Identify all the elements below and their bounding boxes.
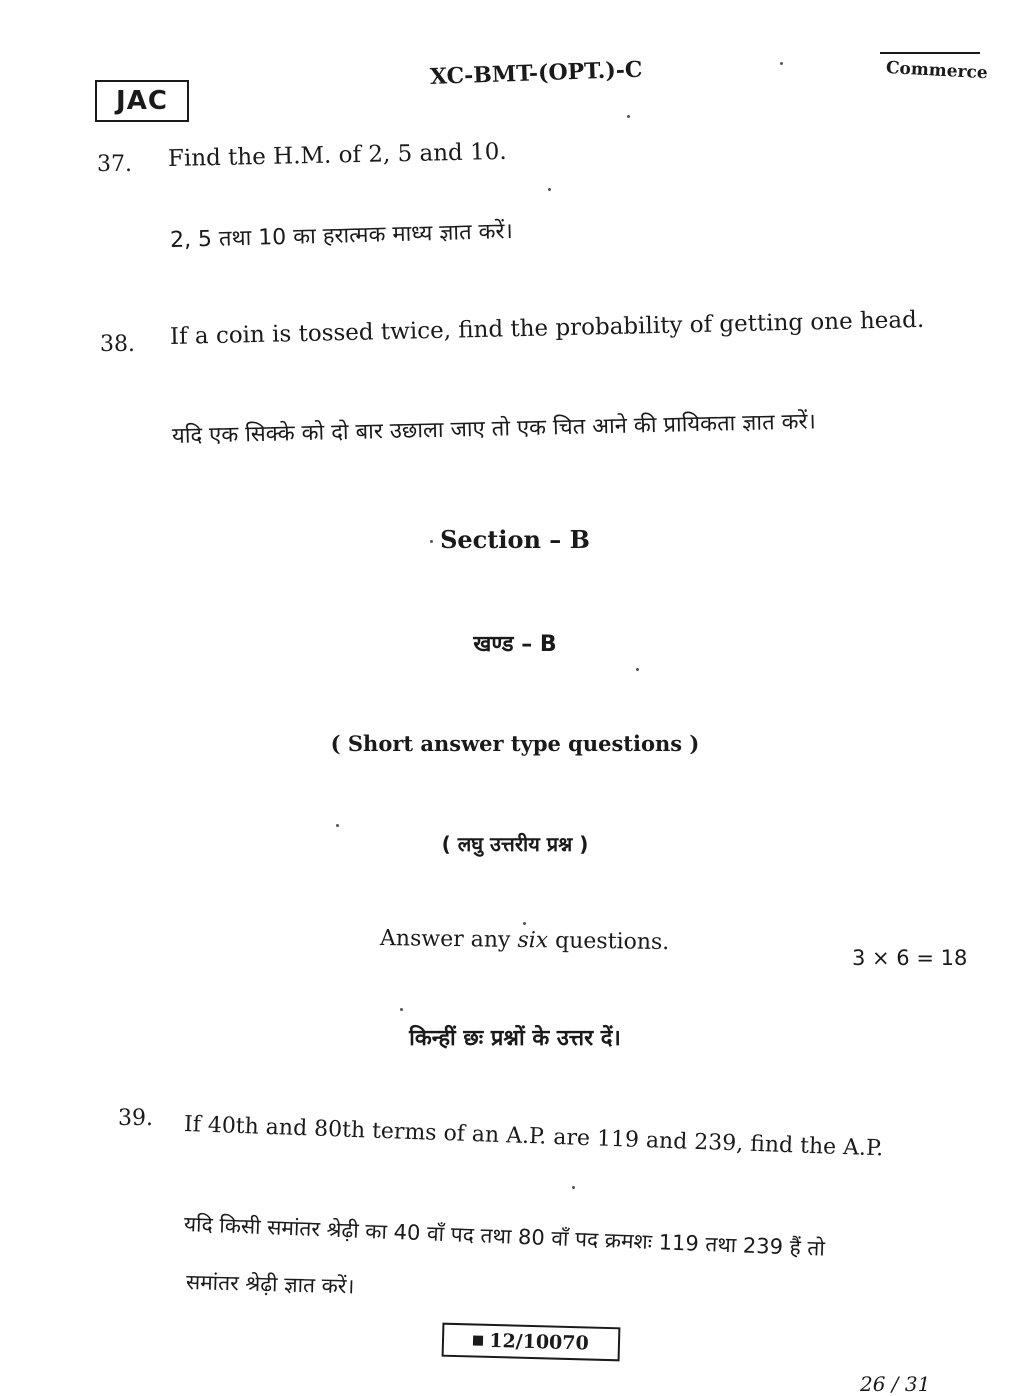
stream-label: Commerce xyxy=(885,58,989,84)
paper-serial: 12/10070 xyxy=(488,1329,590,1355)
question-number: 38. xyxy=(100,332,135,357)
question-text-hi: यदि एक सिक्के को दो बार उछाला जाए तो एक चित आने की प्रायिकता ज्ञात करें। xyxy=(171,409,817,449)
marks-scheme: 3 × 6 = 18 xyxy=(852,946,968,970)
question-number: 39. xyxy=(118,1106,153,1131)
scan-speck xyxy=(523,922,526,925)
scan-speck xyxy=(780,62,783,65)
question-text-hi: 2, 5 तथा 10 का हरात्मक माध्य ज्ञात करें। xyxy=(169,219,514,253)
scan-speck xyxy=(548,188,551,191)
instruction-emphasis: six xyxy=(517,927,549,954)
scan-speck xyxy=(636,668,639,671)
scan-speck xyxy=(336,824,339,827)
question-text-en: If 40th and 80th terms of an A.P. are 119 and 239, find the A.P. xyxy=(183,1112,884,1162)
question-text-hi: यदि किसी समांतर श्रेढ़ी का 40 वाँ पद तथा 80 वाँ पद क्रमशः 119 तथा 239 हैं तो xyxy=(183,1212,826,1261)
instruction-post: questions. xyxy=(547,928,670,956)
scan-speck xyxy=(430,540,433,543)
scan-speck xyxy=(627,115,630,118)
scan-speck xyxy=(400,1008,403,1011)
paper-code: XC-BMT-(OPT.)-C xyxy=(429,56,643,90)
page-number: 26 / 31 xyxy=(860,1372,931,1396)
question-text-hi-cont: समांतर श्रेढ़ी ज्ञात करें। xyxy=(185,1270,355,1299)
board-label: JAC xyxy=(95,80,189,122)
square-bullet-icon xyxy=(473,1335,483,1345)
scan-speck xyxy=(572,1186,575,1189)
section-type: ( Short answer type questions ) xyxy=(330,731,700,756)
question-number: 37. xyxy=(97,152,132,177)
section-title-hi: खण्ड – B xyxy=(473,632,557,657)
question-text-en: If a coin is tossed twice, find the probability of getting one head. xyxy=(169,306,925,350)
section-title: Section – B xyxy=(440,525,590,554)
stream-rule xyxy=(880,52,980,54)
paper-serial-box xyxy=(442,1323,621,1362)
question-text-en: Find the H.M. of 2, 5 and 10. xyxy=(167,138,507,172)
instruction-pre: Answer any xyxy=(379,926,518,953)
instruction-hi: किन्हीं छः प्रश्नों के उत्तर दें। xyxy=(409,1026,621,1051)
instruction xyxy=(380,926,670,955)
section-type-hi: ( लघु उत्तरीय प्रश्न ) xyxy=(441,832,589,856)
